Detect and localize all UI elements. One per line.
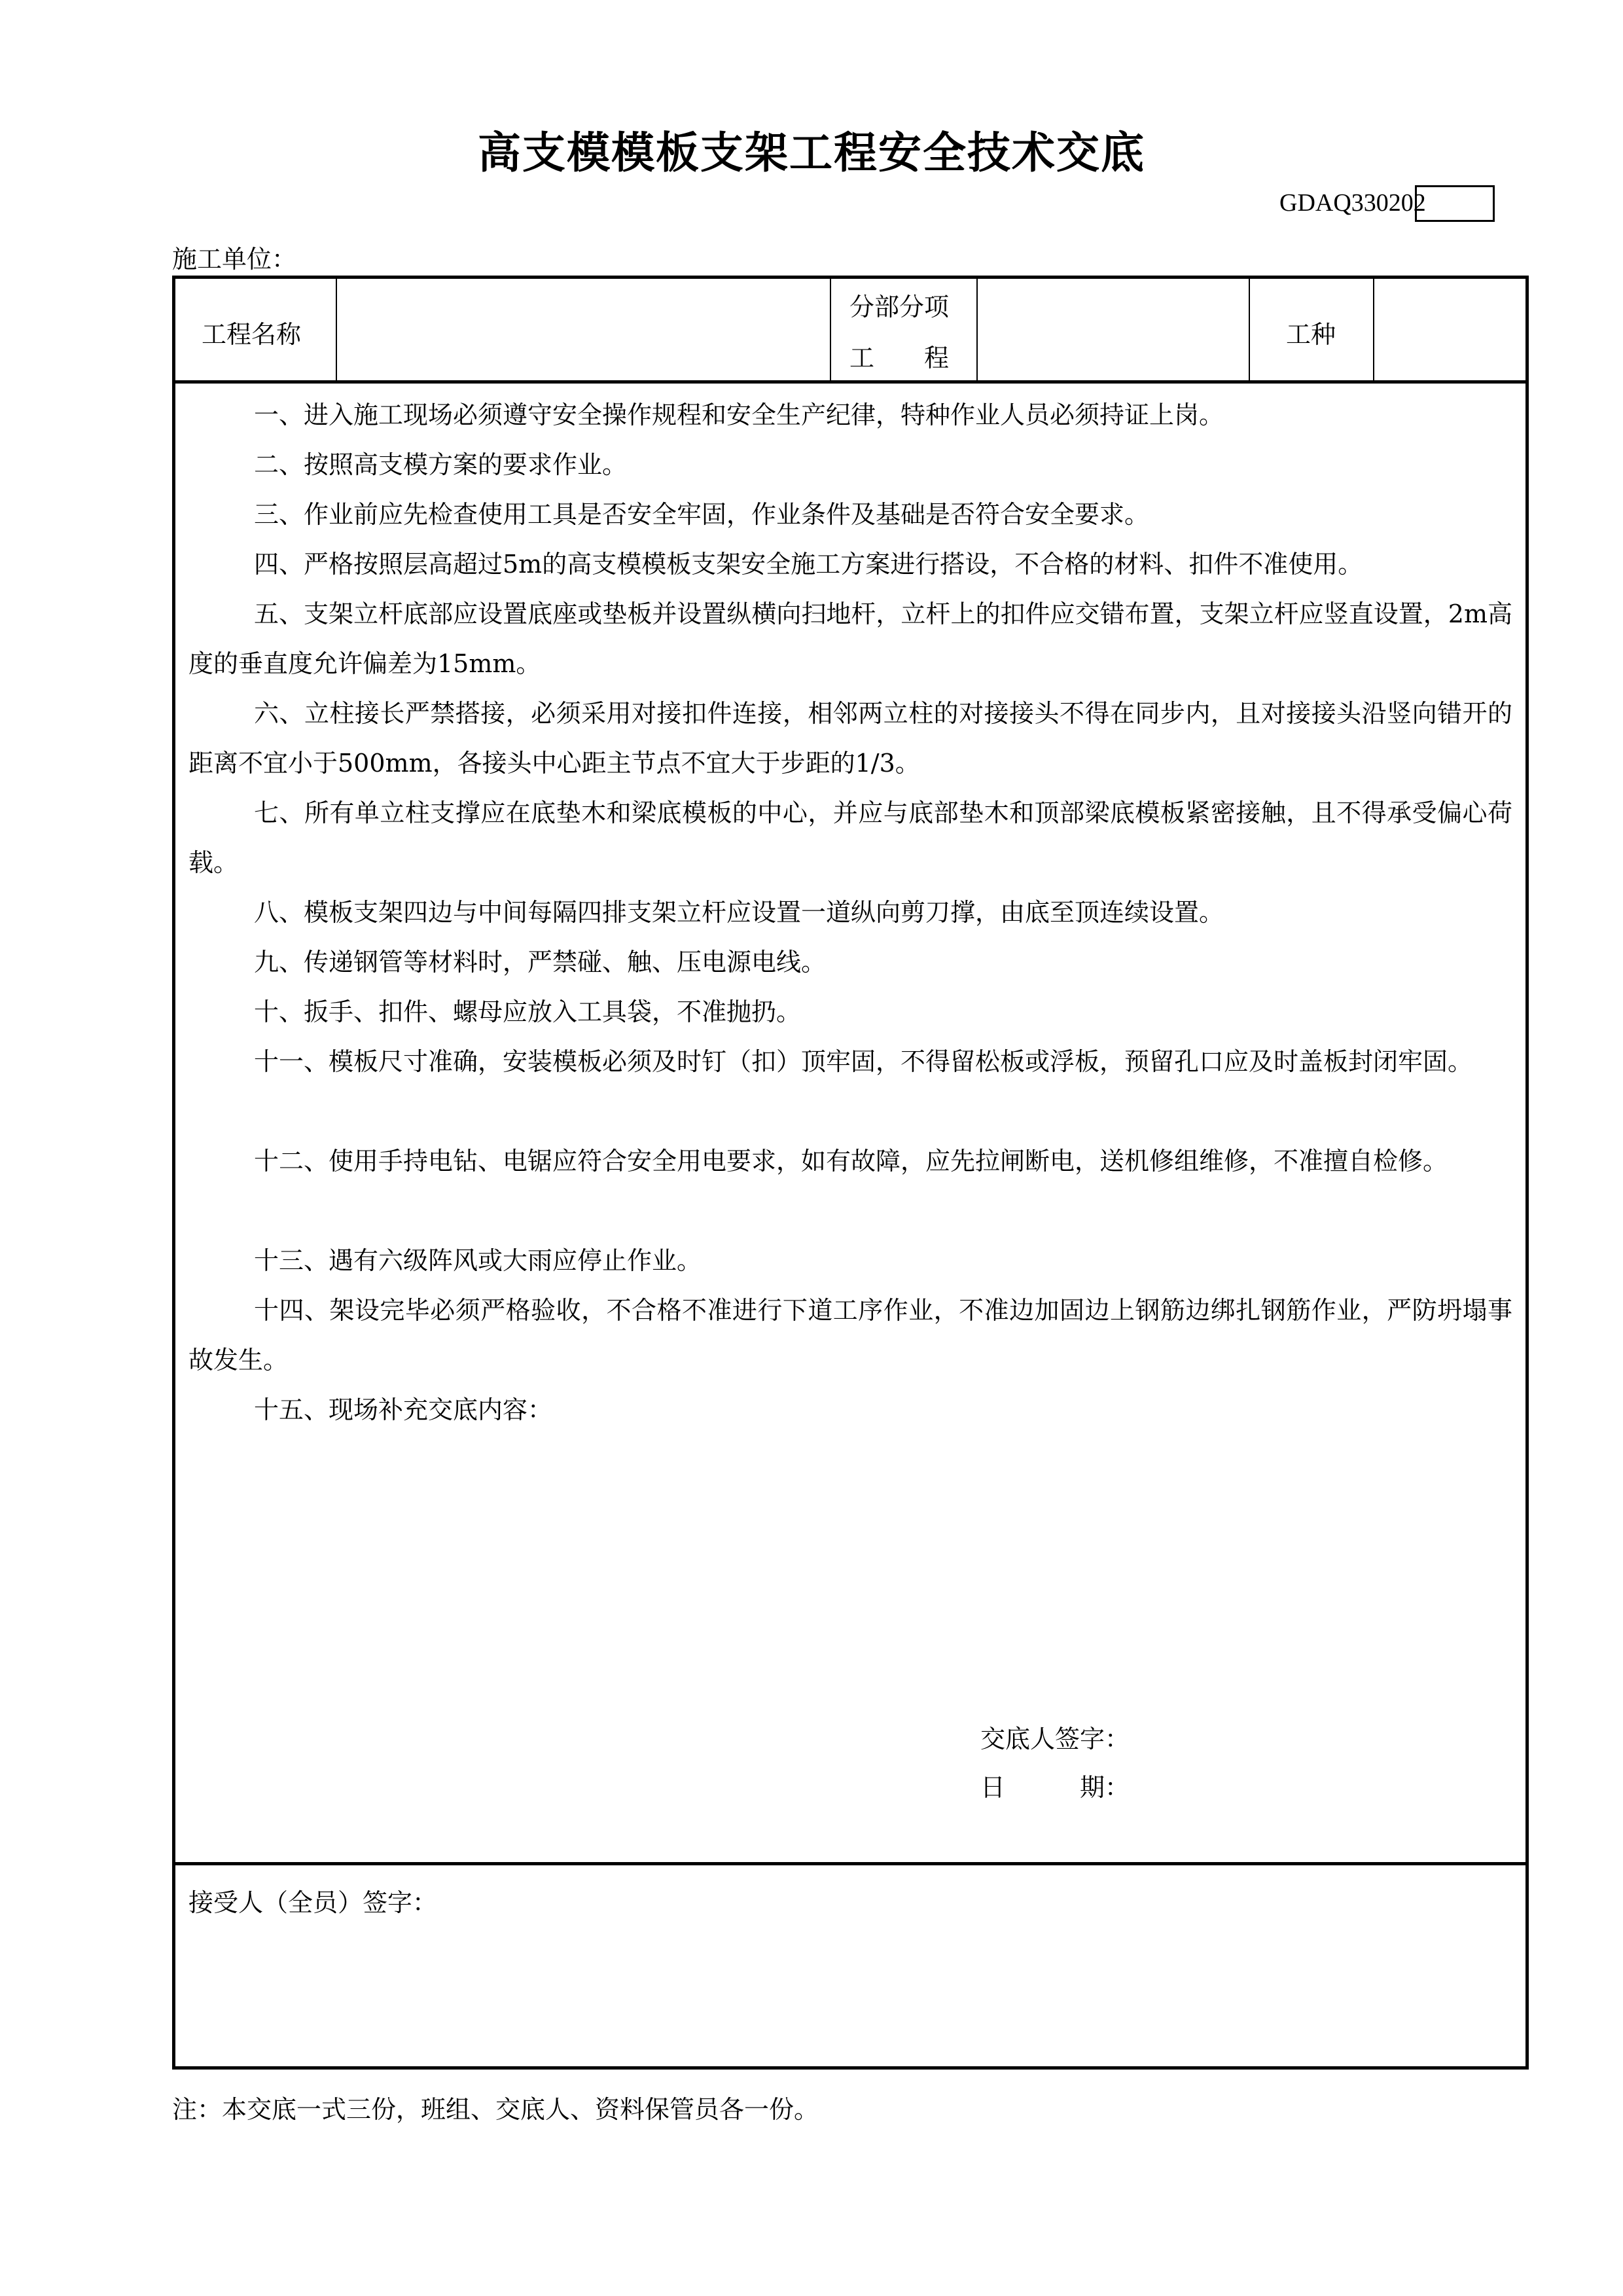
item-9: 九、传递钢管等材料时，严禁碰、触、压电源电线。 [254, 948, 827, 977]
construction-unit-label: 施工单位： [172, 245, 297, 274]
trade-label: 工种 [1286, 320, 1336, 349]
divider [830, 279, 831, 380]
item-13: 十三、遇有六级阵风或大雨应停止作业。 [254, 1246, 702, 1275]
item-12: 十二、使用手持电钻、电锯应符合安全用电要求，如有故障，应先拉闸断电，送机修组维修，不准擅自检修。 [254, 1147, 1448, 1175]
document-title: 高支模模板支架工程安全技术交底 [478, 128, 1145, 178]
form-code: GDAQ330202 [1279, 189, 1426, 217]
divider [1373, 279, 1374, 380]
receiver-signature-label: 接受人（全员）签字： [188, 1888, 438, 1917]
project-name-label: 工程名称 [202, 320, 302, 349]
sub-project-label-line1: 分部分项 [849, 293, 950, 321]
item-5: 五、支架立杆底部应设置底座或垫板并设置纵横向扫地杆，立杆上的扣件应交错布置，支架立杆应竖直设置，2m高度的垂直度允许偏差为15mm。 [188, 600, 1512, 678]
item-15: 十五、现场补充交底内容： [254, 1395, 553, 1424]
item-1: 一、进入施工现场必须遵守安全操作规程和安全生产纪律，特种作业人员必须持证上岗。 [254, 401, 1224, 429]
footnote: 注：本交底一式三份，班组、交底人、资料保管员各一份。 [172, 2095, 819, 2124]
disclosure-table [172, 276, 1529, 2070]
item-3: 三、作业前应先检查使用工具是否安全牢固，作业条件及基础是否符合安全要求。 [254, 500, 1150, 529]
header-row [175, 279, 1525, 384]
item-11: 十一、模板尺寸准确，安装模板必须及时钉（扣）顶牢固，不得留松板或浮板，预留孔口应及时盖板封闭牢固。 [254, 1047, 1473, 1076]
form-code-box[interactable] [1415, 185, 1495, 222]
item-6: 六、立柱接长严禁搭接，必须采用对接扣件连接，相邻两立柱的对接接头不得在同步内，且对接接头沿竖向错开的距离不宜小于500mm，各接头中心距主节点不宜大于步距的1/3。 [188, 699, 1512, 778]
disclosure-content [175, 384, 1525, 1865]
item-2: 二、按照高支模方案的要求作业。 [254, 450, 628, 479]
item-8: 八、模板支架四边与中间每隔四排支架立杆应设置一道纵向剪刀撑，由底至顶连续设置。 [254, 898, 1224, 927]
item-4: 四、严格按照层高超过5m的高支模模板支架安全施工方案进行搭设，不合格的材料、扣件不准使用。 [254, 550, 1363, 579]
date-label: 日 期： [980, 1773, 1130, 1802]
item-10: 十、扳手、扣件、螺母应放入工具袋，不准抛扔。 [254, 997, 802, 1026]
divider [336, 279, 337, 380]
divider [976, 279, 978, 380]
sub-project-label-line2: 工 程 [849, 344, 950, 372]
item-14: 十四、架设完毕必须严格验收，不合格不准进行下道工序作业，不准边加固边上钢筋边绑扎钢筋作业，严防坍塌事故发生。 [188, 1296, 1512, 1374]
discloser-signature-label: 交底人签字： [980, 1725, 1130, 1753]
item-7: 七、所有单立柱支撑应在底垫木和梁底模板的中心，并应与底部垫木和顶部梁底模板紧密接触，且不得承受偏心荷载。 [188, 798, 1512, 877]
divider [1249, 279, 1250, 380]
